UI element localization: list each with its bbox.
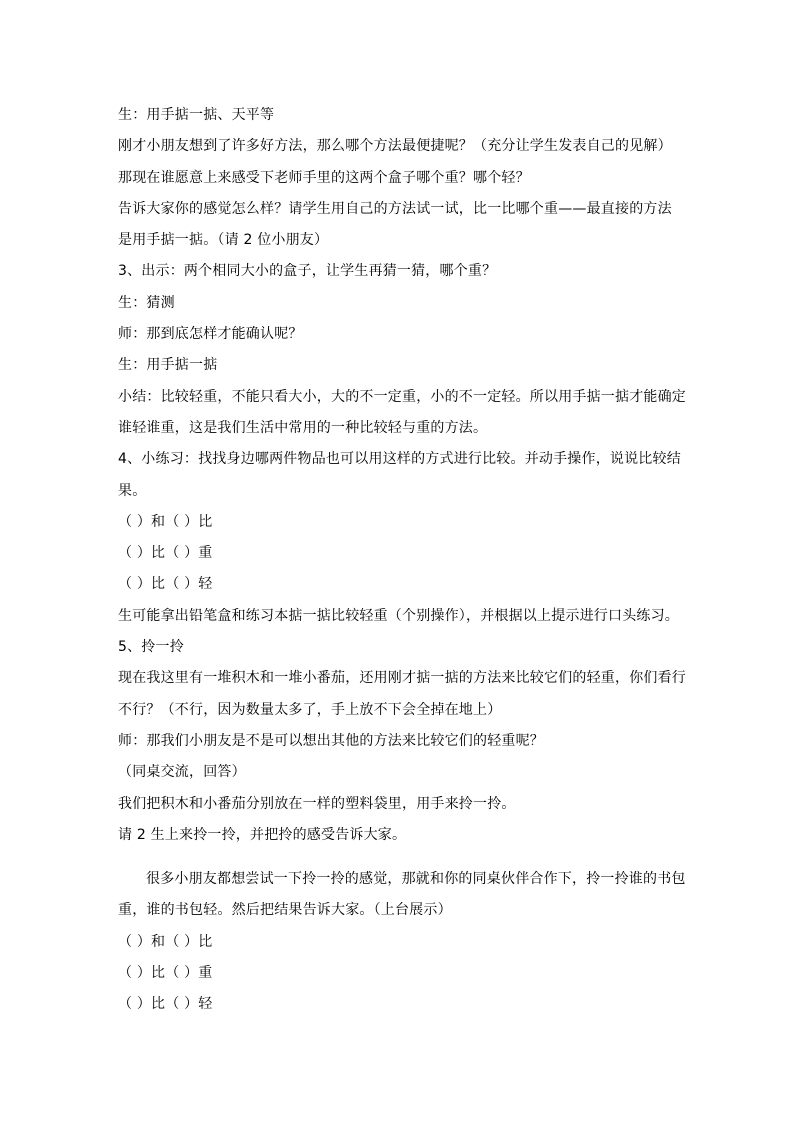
fill-blank-line: （ ）和（ ）比 <box>118 513 213 530</box>
fill-blank-line: （ ）和（ ）比 <box>118 933 213 950</box>
text-line: 现在我这里有一堆积木和一堆小番茄，还用刚才掂一掂的方法来比较它们的轻重，你们看行 <box>118 670 686 687</box>
text-line: 师：那到底怎样才能确认呢？ <box>118 326 303 343</box>
text-line: 生：用手掂一掂、天平等 <box>118 107 275 123</box>
section-heading: 3、出示：两个相同大小的盒子，让学生再猜一猜，哪个重？ <box>118 263 497 280</box>
text-line: 我们把积木和小番茄分别放在一样的塑料袋里，用手来拎一拎。 <box>118 795 516 812</box>
section-heading: 5、拎一拎 <box>118 639 184 656</box>
text-line: 小结：比较轻重，不能只看大小，大的不一定重，小的不一定轻。所以用手掂一掂才能确定 <box>118 388 686 405</box>
text-line: 是用手掂一掂。（请 2 位小朋友） <box>118 232 329 249</box>
fill-blank-line: （ ）比（ ）轻 <box>118 996 213 1013</box>
text-line: 不行？（不行，因为数量太多了，手上放不下会全掉在地上） <box>118 701 502 718</box>
text-line: 谁轻谁重，这是我们生活中常用的一种比较轻与重的方法。 <box>118 419 488 436</box>
paragraph-gap <box>118 851 678 864</box>
section-heading: 4、小练习：找找身边哪两件物品也可以用这样的方式进行比较。并动手操作，说说比较结 <box>118 451 681 468</box>
text-line: 果。 <box>118 482 147 499</box>
text-line: 请 2 生上来拎一拎，并把拎的感受告诉大家。 <box>118 826 407 843</box>
text-line: （同桌交流，回答） <box>118 764 246 781</box>
text-line: 师：那我们小朋友是不是可以想出其他的方法来比较它们的轻重呢？ <box>118 732 544 749</box>
indented-paragraph-line: 很多小朋友都想尝试一下拎一拎的感觉，那就和你的同桌伙伴合作下，拎一拎谁的书包 <box>146 871 686 888</box>
text-line: 生：猜测 <box>118 294 175 311</box>
text-line: 生：用手掂一掂 <box>118 357 218 374</box>
fill-blank-line: （ ）比（ ）轻 <box>118 576 213 593</box>
text-line: 告诉大家你的感觉怎么样？请学生用自己的方法试一试，比一比哪个重——最直接的方法 <box>118 200 672 217</box>
text-line: 生可能拿出铅笔盒和练习本掂一掂比较轻重（个别操作），并根据以上提示进行口头练习。 <box>118 607 679 624</box>
fill-blank-line: （ ）比（ ）重 <box>118 965 213 982</box>
document-body <box>118 100 686 1021</box>
text-line: 重，谁的书包轻。然后把结果告诉大家。（上台展示） <box>118 902 452 919</box>
text-line: 刚才小朋友想到了许多好方法，那么哪个方法最便捷呢？（充分让学生发表自己的见解） <box>118 138 672 155</box>
fill-blank-line: （ ）比（ ）重 <box>118 545 213 562</box>
text-line: 那现在谁愿意上来感受下老师手里的这两个盒子哪个重？哪个轻？ <box>118 169 530 186</box>
